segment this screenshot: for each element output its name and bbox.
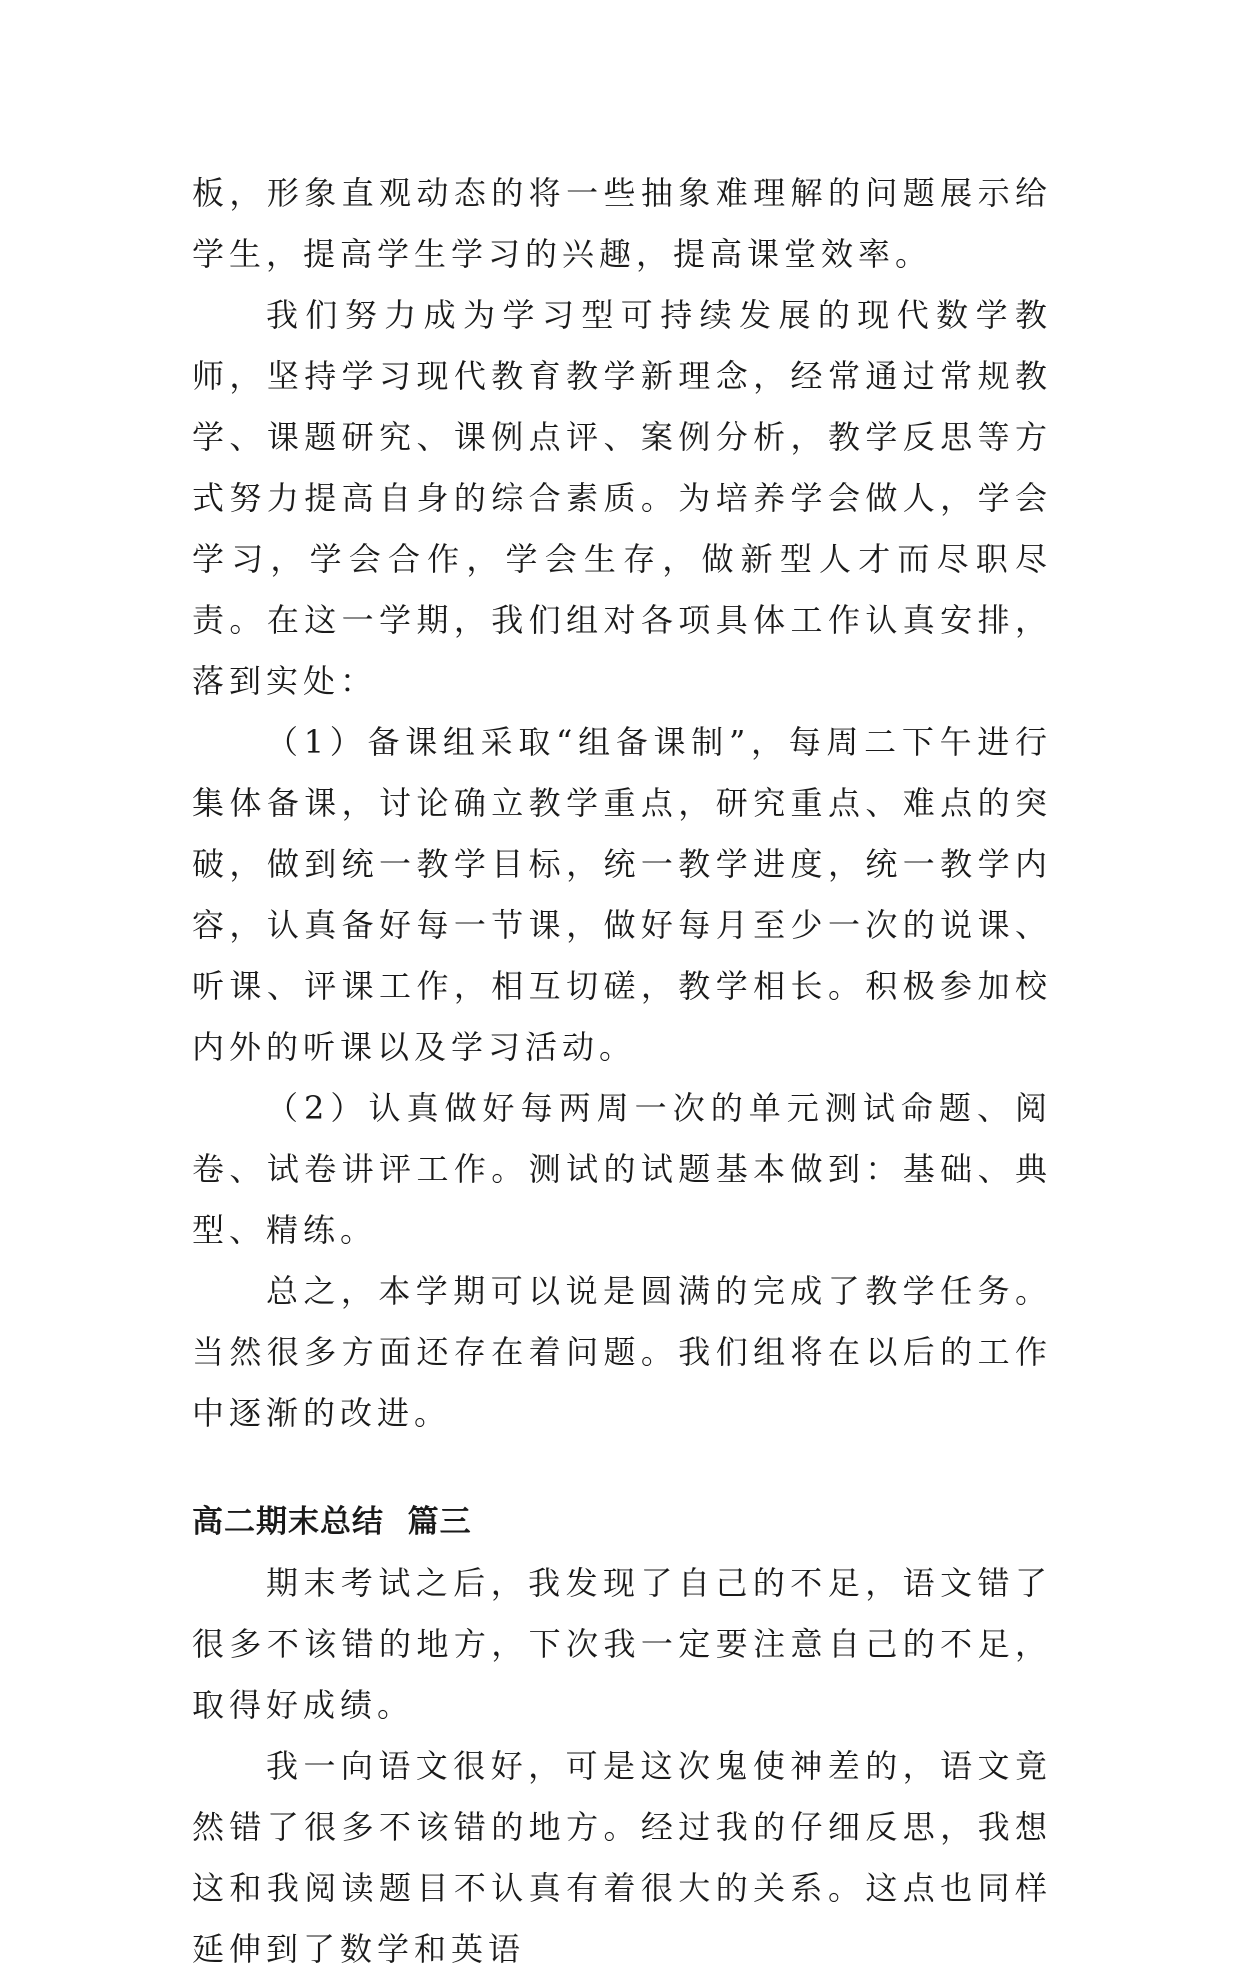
document-body: [192, 163, 1052, 1980]
paragraph-3: （1）备课组采取“组备课制”，每周二下午进行集体备课，讨论确立教学重点，研究重点、难点的突破，做到统一教学目标，统一教学进度，统一教学内容，认真备好每一节课，做好每月至少一次的说课、听课、评课工作，相互切磋，教学相长。积极参加校内外的听课以及学习活动。: [192, 723, 1052, 1066]
paragraph-4: （2）认真做好每两周一次的单元测试命题、阅卷、试卷讲评工作。测试的试题基本做到：基础、典型、精练。: [192, 1089, 1052, 1249]
section-paragraph-2: 我一向语文很好，可是这次鬼使神差的，语文竟然错了很多不该错的地方。经过我的仔细反思，我想这和我阅读题目不认真有着很大的关系。这点也同样延伸到了数学和英语: [192, 1747, 1052, 1968]
section-heading: 高二期末总结 篇三: [192, 1504, 472, 1540]
paragraph-1: 板，形象直观动态的将一些抽象难理解的问题展示给学生，提高学生学习的兴趣，提高课堂效率。: [192, 174, 1052, 273]
section-paragraph-1: 期末考试之后，我发现了自己的不足，语文错了很多不该错的地方，下次我一定要注意自己的不足，取得好成绩。: [192, 1564, 1052, 1724]
paragraph-5: 总之，本学期可以说是圆满的完成了教学任务。当然很多方面还存在着问题。我们组将在以后的工作中逐渐的改进。: [192, 1272, 1052, 1432]
paragraph-2: 我们努力成为学习型可持续发展的现代数学教师，坚持学习现代教育教学新理念，经常通过常规教学、课题研究、课例点评、案例分析，教学反思等方式努力提高自身的综合素质。为培养学会做人，学会学习，学会合作，学会生存，做新型人才而尽职尽责。在这一学期，我们组对各项具体工作认真安排，落到实处：: [192, 296, 1052, 700]
